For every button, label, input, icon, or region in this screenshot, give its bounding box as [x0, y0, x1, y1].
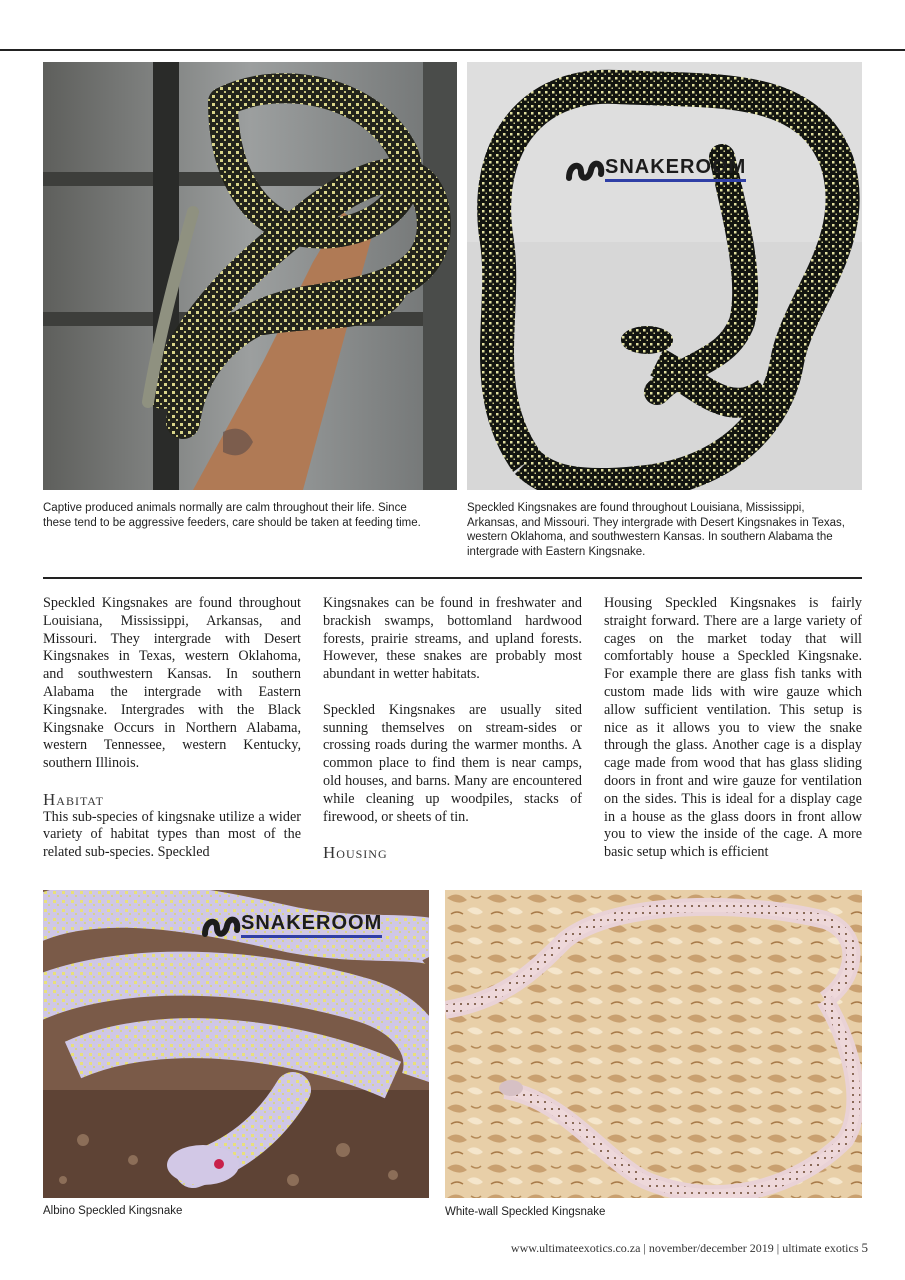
section-rule	[43, 577, 862, 579]
caption-white-wall: White-wall Speckled Kingsnake	[445, 1206, 606, 1218]
snakeroom-logo: SNAKEROOM	[565, 154, 746, 184]
snake-logo-icon	[565, 154, 605, 184]
photo-snake-in-hand	[43, 62, 457, 490]
article-paragraph: Speckled Kingsnakes are usually sited sunning themselves on stream-sides or crossing roads during the warmer months. A common place to find them is near camps, old houses, and barns. Many are encountered while cleaning up woodpiles, stacks of firewood, or sheets of tin.	[323, 701, 582, 825]
article-column-3	[604, 595, 862, 862]
article-column-2	[323, 595, 582, 862]
footer-issue: november/december 2019	[648, 1241, 774, 1255]
footer-magazine: ultimate exotics	[782, 1241, 859, 1255]
page-number: 5	[861, 1240, 868, 1255]
article-paragraph: Kingsnakes can be found in freshwater and brackish swamps, bottomland hardwood forests, prairie streams, and upland forests. However, these snakes are probably most abundant in wetter habitats.	[323, 595, 582, 683]
caption-albino: Albino Speckled Kingsnake	[43, 1205, 183, 1217]
snake-logo-icon	[201, 910, 241, 940]
caption-speckled-kingsnake-range: Speckled Kingsnakes are found throughout Louisiana, Mississippi, Arkansas, and Missouri. They intergrade with Desert Kingsnakes in Texas, western Oklahoma, and southwestern Kansas. In southern Alabama the intergrade with Eastern Kingsnake.	[467, 502, 845, 558]
footer-separator: |	[643, 1241, 649, 1255]
caption-snake-in-hand: Captive produced animals normally are calm throughout their life. Since these tend to be aggressive feeders, care should be taken at feeding time.	[43, 502, 421, 529]
top-rule	[0, 49, 905, 51]
article-paragraph: This sub-species of kingsnake utilize a wider variety of habitat types than most of the related sub-species. Speckled	[43, 808, 301, 861]
article-paragraph: Speckled Kingsnakes are found throughout Louisiana, Mississippi, Arkansas, and Missouri. They intergrade with Desert Kingsnakes in Texas, western Oklahoma, and southwestern Kansas. In southern Alabama the intergrade with Eastern Kingsnake. Intergrades with the Black Kingsnake Occurs in Northern Alabama, western Tennessee, western Kentucky, southern Illinois.	[43, 595, 301, 772]
article-column-1	[43, 595, 301, 862]
page-footer	[511, 1240, 868, 1256]
article-paragraph: Housing Speckled Kingsnakes is fairly straight forward. There are a large variety of cages on the market today that will comfortably house a Speckled Kingsnake. For example there are glass fish tanks with custom made lids with wire gauze which allow sufficient ventilation. This setup is nice as it allows you to view the snake through the glass. Another cage is a display cage made from wood that has glass sliding doors in front and wire gauze for ventilation on the sides. This is ideal for a display cage in a house as the glass doors in front allow you to view the inside of the cage. A more basic setup which is efficient	[604, 595, 862, 861]
photo-white-wall-speckled-kingsnake	[445, 890, 862, 1198]
footer-website: www.ultimateexotics.co.za	[510, 1241, 641, 1255]
habitat-heading: Habitat	[43, 789, 104, 809]
photo-speckled-kingsnake-coiled	[467, 62, 862, 490]
housing-heading: Housing	[323, 843, 388, 863]
snakeroom-logo: SNAKEROOM	[201, 910, 382, 940]
photo-albino-speckled-kingsnake	[43, 890, 429, 1198]
footer-separator: |	[776, 1241, 783, 1255]
